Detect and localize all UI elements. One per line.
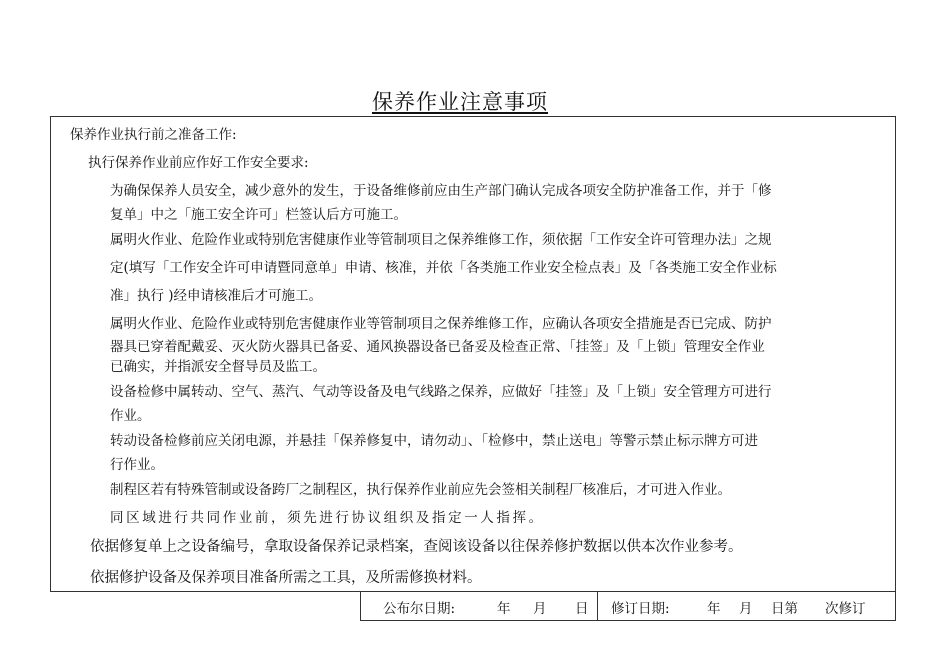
prep-heading: 保养作业执行前之准备工作:	[70, 127, 237, 143]
revise-year: 年	[707, 601, 721, 617]
item-line: 设备检修中属转动、空气、蒸汽、气动等设备及电气线路之保养，应做好「挂签」及「上锁」安全管理方可进行	[110, 384, 772, 400]
record-line: 依据修复单上之设备编号，拿取设备保养记录档案，查阅该设备以往保养修护数据以供本次作业参考。	[90, 539, 743, 555]
item-line: 已确实，并指派安全督导员及监工。	[110, 359, 326, 375]
safety-heading: 执行保养作业前应作好工作安全要求:	[88, 155, 309, 171]
publish-date-label: 公布尔日期:	[383, 601, 456, 617]
revise-date-label: 修订日期:	[611, 601, 670, 617]
item-line: 作业。	[110, 408, 151, 424]
revise-count: 次修订	[825, 601, 866, 617]
revise-month: 月	[739, 601, 753, 617]
item-line: 复单」中之「施工安全许可」栏签认后方可施工。	[110, 207, 407, 223]
item-line: 准」执行 )经申请核准后才可施工。	[110, 288, 323, 304]
item-line: 同区域进行共同作业前，须先进行协议组织及指定一人指挥。	[110, 510, 545, 526]
publish-day: 日	[575, 601, 589, 617]
item-line: 行作业。	[110, 457, 164, 473]
item-line: 制程区若有特殊管制或设备跨厂之制程区，执行保养作业前应先会签相关制程厂核准后，才可进入作业。	[110, 482, 731, 498]
item-line: 为确保保养人员安全，减少意外的发生，于设备维修前应由生产部门确认完成各项安全防护准备工作，并于「修	[110, 183, 772, 199]
tools-line: 依据修护设备及保养项目准备所需之工具，及所需修换材料。	[90, 570, 482, 586]
publish-month: 月	[533, 601, 547, 617]
footer-divider	[597, 592, 598, 620]
page-title: 保养作业注意事项	[372, 90, 548, 114]
item-line: 定(填写「工作安全许可申请暨同意单」申请、核准，并依「各类施工作业安全检点表」及「各类施工安全作业标	[110, 260, 777, 276]
footer-date-bar	[360, 592, 896, 621]
item-line: 属明火作业、危险作业或特别危害健康作业等管制项目之保养维修工作，须依据「工作安全许可管理办法」之规	[110, 232, 772, 248]
item-line: 属明火作业、危险作业或特别危害健康作业等管制项目之保养维修工作，应确认各项安全措施是否已完成、防护	[110, 316, 772, 332]
revise-day: 日第	[771, 601, 798, 617]
item-line: 转动设备检修前应关闭电源，并悬挂「保养修复中，请勿动」、「检修中，禁止送电」等警示禁止标示牌方可进	[110, 433, 758, 449]
publish-year: 年	[497, 601, 511, 617]
item-line: 器具已穿着配戴妥、灭火防火器具已备妥、通风换器设备已备妥及检查正常、「挂签」及「上锁」管理安全作业	[110, 339, 765, 355]
